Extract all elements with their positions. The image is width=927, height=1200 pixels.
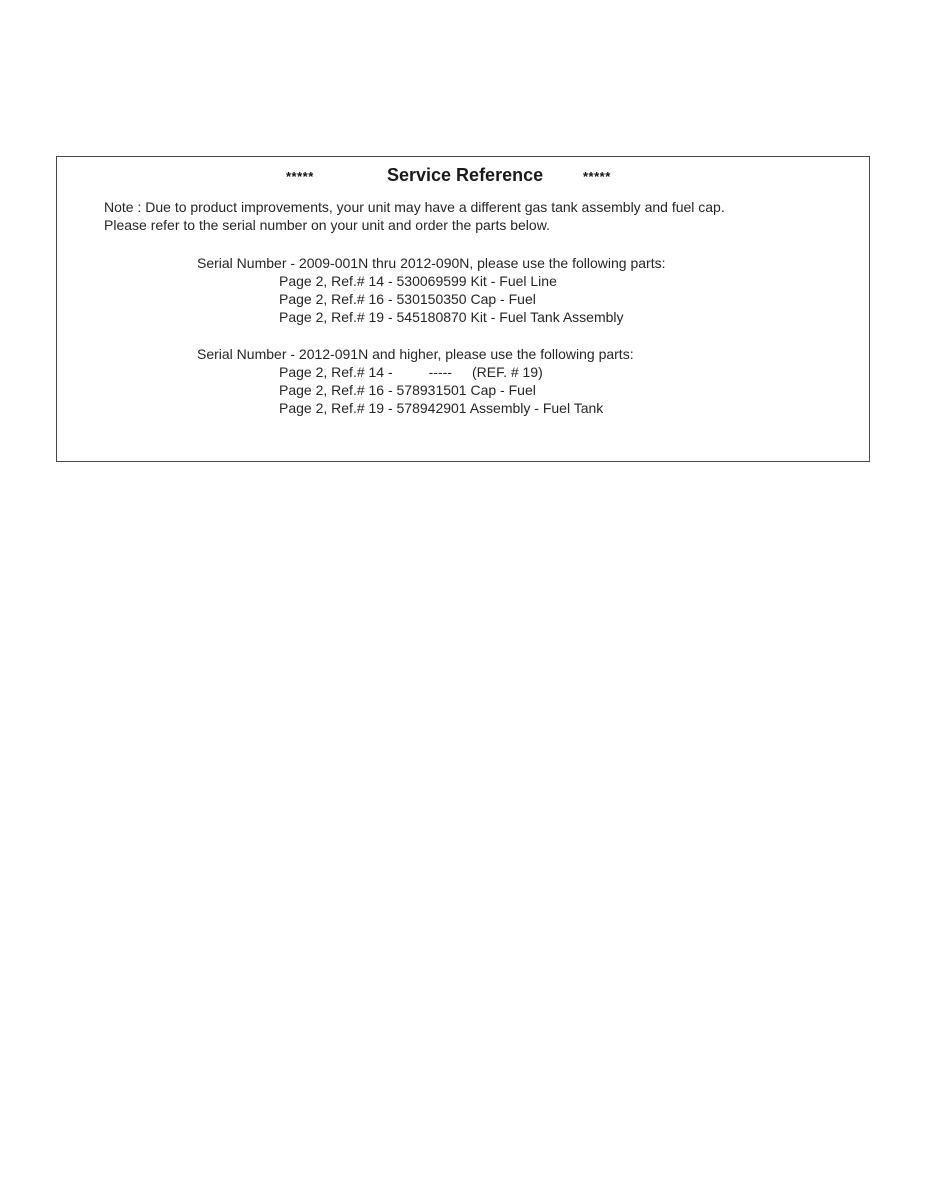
part-1-suffix: (REF. # 19): [471, 364, 543, 380]
serial-group-1-part-1: Page 2, Ref.# 14 - 530069599 Kit - Fuel Line: [279, 273, 557, 289]
serial-group-2-heading: Serial Number - 2012-091N and higher, please use the following parts:: [197, 346, 634, 362]
service-reference-box: [56, 156, 870, 462]
stars-right: *****: [583, 169, 611, 184]
stars-left: *****: [286, 169, 314, 184]
serial-group-2-part-2: Page 2, Ref.# 16 - 578931501 Cap - Fuel: [279, 382, 536, 398]
serial-group-1-heading: Serial Number - 2009-001N thru 2012-090N, please use the following parts:: [197, 255, 666, 271]
serial-group-2-part-3: Page 2, Ref.# 19 - 578942901 Assembly - Fuel Tank: [279, 400, 604, 416]
note-line-2: Please refer to the serial number on your unit and order the parts below.: [104, 217, 550, 233]
service-reference-header: [57, 165, 869, 187]
note-line-1: Note : Due to product improvements, your unit may have a different gas tank assembly and fuel cap.: [104, 199, 725, 215]
service-reference-title: Service Reference: [387, 165, 544, 185]
serial-group-2-part-1: [279, 363, 543, 381]
part-1-prefix: Page 2, Ref.# 14 -: [279, 364, 393, 380]
serial-group-1-part-3: Page 2, Ref.# 19 - 545180870 Kit - Fuel Tank Assembly: [279, 309, 624, 325]
part-1-dash: -----: [428, 364, 452, 380]
serial-group-1-part-2: Page 2, Ref.# 16 - 530150350 Cap - Fuel: [279, 291, 536, 307]
